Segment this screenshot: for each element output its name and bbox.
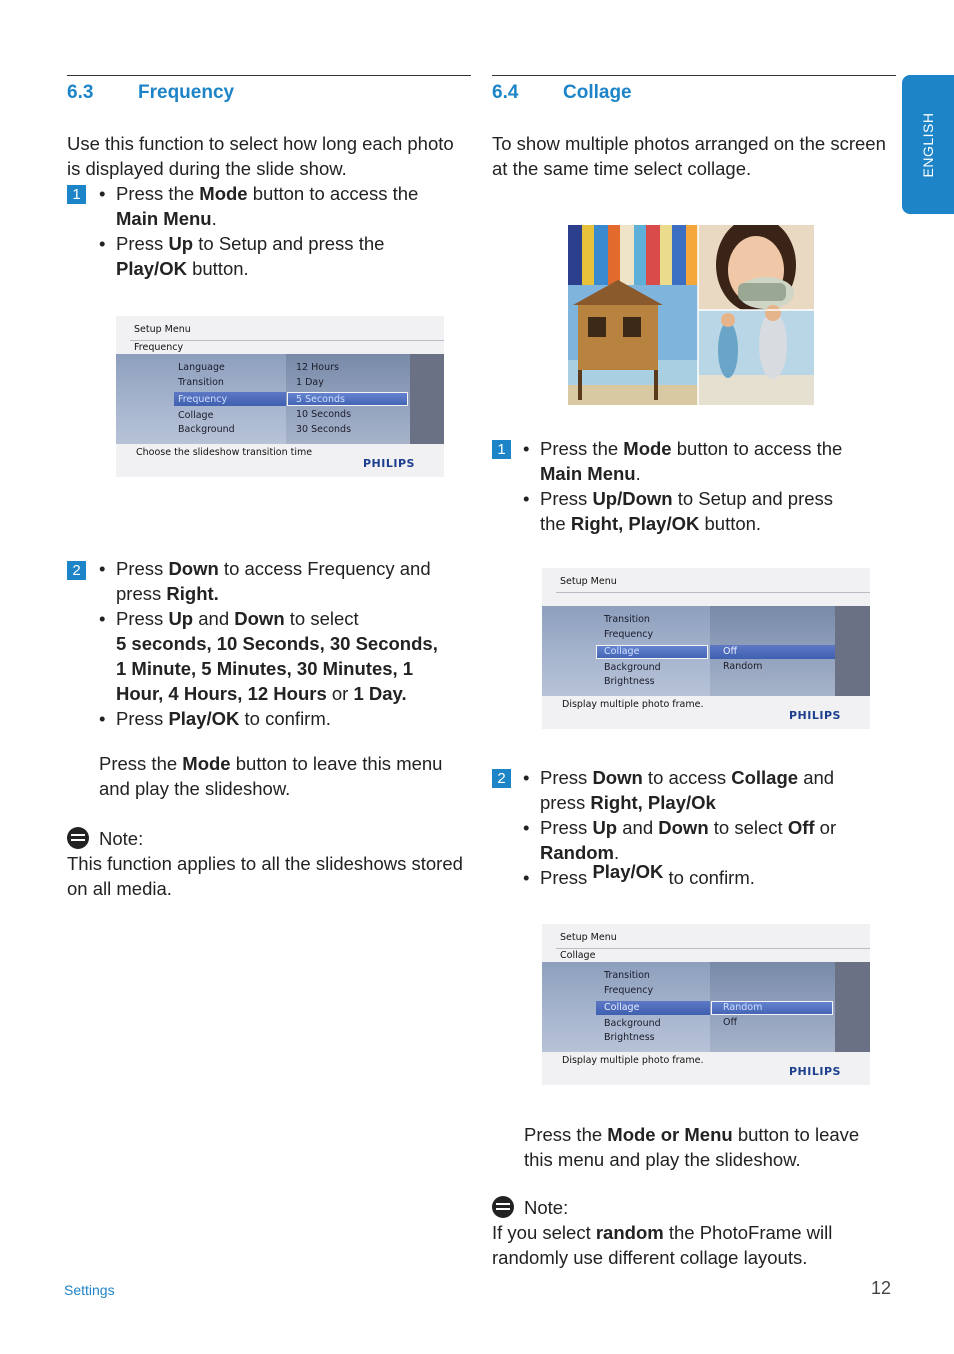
collage-step-2-bullet-2: Press Up and Down to select Off or Random. xyxy=(540,817,837,863)
menu-value-10-seconds[interactable]: 10 Seconds xyxy=(296,409,352,420)
note-label-right: Note: xyxy=(524,1197,569,1218)
menu-value-random[interactable]: Random xyxy=(723,1002,763,1013)
menu-item-brightness[interactable]: Brightness xyxy=(604,1032,655,1043)
step-2-marker: 2 xyxy=(492,769,511,788)
menu-subheader: Collage xyxy=(560,950,596,961)
note-icon xyxy=(67,827,89,849)
bullet: • xyxy=(523,867,530,888)
bullet: • xyxy=(523,438,530,459)
section-rule-right xyxy=(492,75,896,76)
section-rule-left xyxy=(67,75,471,76)
leave-menu-frequency: Press the Mode button to leave this menu and play the slideshow. xyxy=(99,753,443,799)
setup-menu-collage-screen xyxy=(542,568,870,729)
menu-side-panel xyxy=(835,962,870,1052)
bullet: • xyxy=(523,488,530,509)
intro-line: is displayed during the slide show. xyxy=(67,158,347,179)
bullet: • xyxy=(99,558,106,579)
menu-item-collage[interactable]: Collage xyxy=(178,410,214,421)
bullet: • xyxy=(99,233,106,254)
menu-value-off[interactable]: Off xyxy=(723,1017,738,1028)
bullet: • xyxy=(99,608,106,629)
menu-hint: Choose the slideshow transition time xyxy=(136,447,313,458)
step-1-bullet-1: Press the Mode button to access the Main Menu. xyxy=(116,183,419,229)
section-number-left: 6.3 xyxy=(67,82,94,103)
menu-item-background[interactable]: Background xyxy=(178,424,235,435)
note-icon xyxy=(492,1196,514,1218)
collage-submenu-screen xyxy=(542,924,870,1085)
menu-value-12-hours[interactable]: 12 Hours xyxy=(296,362,339,373)
note-text-right: If you select random the PhotoFrame will randomly use different collage layouts. xyxy=(492,1222,833,1268)
intro-frequency xyxy=(67,131,454,181)
step-1-marker: 1 xyxy=(492,440,511,459)
menu-side-panel xyxy=(410,354,444,444)
menu-header: Setup Menu xyxy=(560,576,617,587)
bullet: • xyxy=(99,708,106,729)
bullet: • xyxy=(523,767,530,788)
menu-value-off[interactable]: Off xyxy=(723,646,738,657)
leave-menu-collage: Press the Mode or Menu button to leave this menu and play the slideshow. xyxy=(524,1124,860,1170)
step-1-bullet-2: Press Up to Setup and press the Play/OK button. xyxy=(116,233,385,279)
setup-menu-frequency-screen xyxy=(116,316,444,477)
collage-step-1-bullet-2: Press Up/Down to Setup and press the Right, Play/OK button. xyxy=(540,488,834,534)
menu-value-5-seconds[interactable]: 5 Seconds xyxy=(296,394,345,405)
collage-step-2-bullet-1: Press Down to access Collage and press Right, Play/Ok xyxy=(540,767,835,813)
step-2-bullet-3: Press Play/OK to confirm. xyxy=(116,708,331,729)
menu-header: Setup Menu xyxy=(560,932,617,943)
menu-hint: Display multiple photo frame. xyxy=(562,1055,704,1066)
menu-subheader: Frequency xyxy=(134,342,184,353)
page-number: 12 xyxy=(871,1278,892,1298)
menu-item-frequency[interactable]: Frequency xyxy=(178,394,228,405)
menu-side-panel xyxy=(835,606,870,696)
footer-section-name: Settings xyxy=(64,1282,115,1298)
intro-collage: To show multiple photos arranged on the screen at the same time select collage. xyxy=(492,133,886,179)
menu-header: Setup Menu xyxy=(134,324,191,335)
bullet: • xyxy=(523,817,530,838)
note-label-left: Note: xyxy=(99,828,144,849)
menu-item-frequency[interactable]: Frequency xyxy=(604,985,654,996)
collage-photo-illustration xyxy=(568,225,814,405)
collage-step-2-bullet-3: Press Play/OK to confirm. xyxy=(540,861,755,888)
language-tab xyxy=(902,75,954,214)
philips-logo: PHILIPS xyxy=(789,709,841,722)
collage-photo-icon xyxy=(568,225,814,405)
menu-item-collage[interactable]: Collage xyxy=(604,646,640,657)
section-title-frequency: Frequency xyxy=(138,82,235,103)
menu-item-background[interactable]: Background xyxy=(604,1018,661,1029)
menu-value-random[interactable]: Random xyxy=(723,661,763,672)
menu-hint: Display multiple photo frame. xyxy=(562,699,704,710)
menu-divider xyxy=(556,948,870,949)
philips-logo: PHILIPS xyxy=(789,1065,841,1078)
section-number-right: 6.4 xyxy=(492,82,519,103)
step-2-bullet-2: Press Up and Down to select 5 seconds, 10 Seconds, 30 Seconds, 1 Minute, 5 Minutes, 30 Minutes, 1 Hour, 4 Hours, 12 Hours or 1 Day. xyxy=(116,608,438,704)
section-title-collage: Collage xyxy=(563,82,632,103)
note-text-left: This function applies to all the slideshows stored on all media. xyxy=(67,853,463,899)
philips-logo: PHILIPS xyxy=(363,457,415,470)
menu-item-brightness[interactable]: Brightness xyxy=(604,676,655,687)
menu-value-1-day[interactable]: 1 Day xyxy=(296,377,324,388)
step-2-marker: 2 xyxy=(67,561,86,580)
menu-item-language[interactable]: Language xyxy=(178,362,225,373)
language-tab-label: ENGLISH xyxy=(920,112,936,177)
menu-item-background[interactable]: Background xyxy=(604,662,661,673)
menu-item-transition[interactable]: Transition xyxy=(604,970,650,981)
collage-step-1-bullet-1: Press the Mode button to access the Main Menu. xyxy=(540,438,843,484)
step-1-marker: 1 xyxy=(67,185,86,204)
menu-value-30-seconds[interactable]: 30 Seconds xyxy=(296,424,352,435)
menu-item-transition[interactable]: Transition xyxy=(604,614,650,625)
menu-divider xyxy=(130,340,444,341)
step-2-bullet-1: Press Down to access Frequency and press Right. xyxy=(116,558,431,604)
menu-item-frequency[interactable]: Frequency xyxy=(604,629,654,640)
menu-item-collage[interactable]: Collage xyxy=(604,1002,640,1013)
intro-line: Use this function to select how long each photo xyxy=(67,133,454,154)
menu-divider xyxy=(556,592,870,593)
menu-item-transition[interactable]: Transition xyxy=(178,377,224,388)
bullet: • xyxy=(99,183,106,204)
